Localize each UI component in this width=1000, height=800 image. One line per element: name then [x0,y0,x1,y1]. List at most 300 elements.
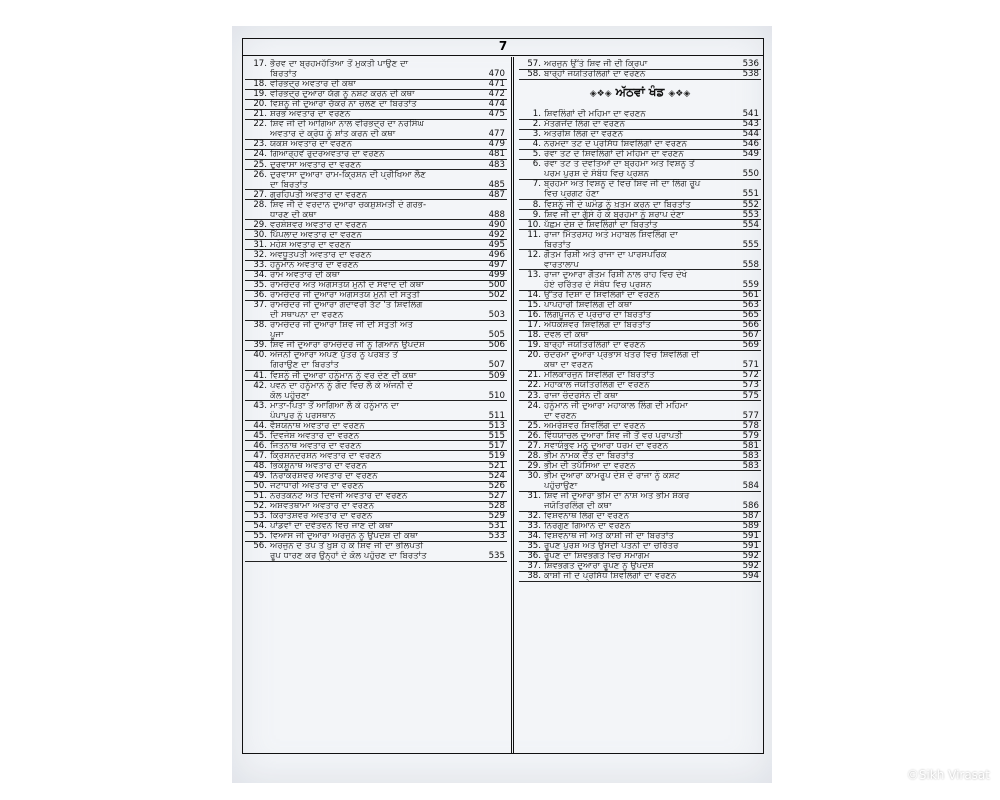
entry-page-number: 567 [742,330,759,341]
entry-number: 34. [527,531,541,542]
entry-number: 54. [253,521,267,532]
toc-entry [519,139,761,149]
entry-title: ਵੈਸ਼ਯਨਾਥ ਅਵਤਾਰ ਦਾ ਵਰਣਨ [270,420,365,431]
entry-page-number: 561 [742,290,759,300]
entry-page-number: 554 [742,219,759,230]
entry-title: ਰਾਮਚੰਦਰ ਅਤੇ ਅਗਸਤਯ ਮੁਨੀ ਦੇ ਸੰਵਾਦ ਦੀ ਕਥਾ [270,280,424,291]
entry-title: ਮਹਾਕਾਲ ਜਯੋਤਿਰਲਿੰਗ ਦਾ ਵਰਣਨ [544,380,650,391]
entry-title-continued: ਵਿਚ ਪ੍ਰਗਟ ਹੋਣਾ [544,189,600,200]
entry-number: 5. [532,149,541,160]
entry-page-number: 553 [742,209,759,220]
toc-entry [519,109,761,119]
entry-title: ਭੀਮ ਨਾਮਕ ਦੈਂਤ ਦਾ ਬਿਰਤਾਂਤ [544,450,635,461]
page-number: 7 [243,38,763,56]
entry-number: 24. [253,149,267,160]
entry-title-continued: ਵਾਰਤਾਲਾਪ [544,259,579,270]
entry-number: 15. [527,300,541,311]
toc-entry [245,99,507,109]
entry-number: 4. [532,139,541,150]
toc-entry [519,561,761,571]
toc-entry [245,340,507,350]
entry-page-number: 578 [742,420,759,431]
entry-title: ਭਿਕਸ਼ੂਨਾਥ ਅਵਤਾਰ ਦਾ ਵਰਣਨ [270,461,367,471]
toc-entry [245,461,507,471]
entry-title: ਭੈਰਵ ਦਾ ਬ੍ਰਹਮਹੱਤਿਆ ਤੋਂ ਮੁਕਤੀ ਪਾਉਣ ਦਾ [270,59,409,69]
watermark: ©Sikh Virasat [906,768,990,782]
entry-title: ਗ੍ਰਹਿਪਤੀ ਅਵਤਾਰ ਦਾ ਵਰਣਨ [270,189,368,200]
entry-page-number: 591 [742,541,759,552]
toc-entry [519,250,761,270]
toc-entry [519,491,761,511]
entry-number: 40. [253,350,267,361]
toc-entry [519,200,761,210]
toc-entry [519,461,761,471]
toc-entry [519,380,761,390]
entry-title: ਰਾਜਾ ਚੰਦਰਸੇਨ ਦੀ ਕਥਾ [544,390,618,401]
entry-number: 53. [253,511,267,522]
entry-page-number: 477 [488,129,505,140]
entry-page-number: 572 [742,370,759,381]
entry-page-number: 546 [742,139,759,150]
toc-entry [519,401,761,421]
entry-page-number: 575 [742,390,759,401]
entry-title: ਸ਼ਿਵ ਜੀ ਦੁਆਰਾ ਭੀਮ ਦਾ ਨਾਸ਼ ਅਤੇ ਭੀਮ ਸ਼ੰਕਰ [544,491,690,501]
entry-page-number: 551 [742,189,759,200]
entry-number: 20. [253,99,267,110]
entry-title: ਮਲਿਕਾਰਜੁਨ ਸ਼ਿਵਲਿੰਗ ਦਾ ਬਿਰਤਾਂਤ [544,370,655,381]
entry-title-continued: ਧਾਰਣ ਦੀ ਕਥਾ [270,209,317,220]
toc-entry [245,230,507,240]
toc-entry [519,330,761,340]
toc-entry [519,511,761,521]
entry-title: ਦੇਵਲ ਦੀ ਕਥਾ [544,330,589,341]
toc-entry [519,421,761,431]
entry-number: 49. [253,471,267,482]
toc-entry [519,391,761,401]
entry-number: 21. [527,370,541,381]
entry-page-number: 573 [742,380,759,391]
toc-entry [245,320,507,340]
entry-page-number: 470 [488,69,505,80]
entry-page-number: 485 [488,179,505,190]
entry-page-number: 531 [488,521,505,532]
entry-number: 12. [527,249,541,260]
entry-title: ਅੰਧਕੇਸ਼ਵਰ ਸ਼ਿਵਲਿੰਗ ਦਾ ਬਿਰਤਾਂਤ [544,320,651,331]
toc-entry [519,290,761,300]
entry-number: 47. [253,450,267,461]
entry-page-number: 569 [742,340,759,351]
entry-number: 19. [527,340,541,351]
toc-entry [245,350,507,370]
toc-entry [245,89,507,99]
toc-entry [519,159,761,179]
entry-number: 30. [253,229,267,240]
toc-entry [519,451,761,461]
entry-title: ਅਰਜੁਨ ਉੱਤੇ ਸ਼ਿਵ ਜੀ ਦੀ ਕ੍ਰਿਪਾ [544,59,648,69]
entry-number: 23. [253,139,267,150]
toc-entry [245,240,507,250]
entry-number: 2. [532,119,541,130]
entry-number: 55. [253,531,267,542]
entry-page-number: 503 [488,310,505,321]
entry-title: ਰਾਮ ਅਵਤਾਰ ਦੀ ਕਥਾ [270,270,340,281]
entry-title: ਨਰਤਕਨਟ ਅਤੇ ਦਿਵਜੀ ਅਵਤਾਰ ਦਾ ਵਰਣਨ [270,491,408,502]
toc-entry [245,270,507,280]
entry-title: ਪਾਪਹਾਰੀ ਸ਼ਿਵਲਿੰਗ ਦੀ ਕਥਾ [544,300,632,311]
book-page [232,26,772,783]
entry-page-number: 500 [488,280,505,291]
entry-number: 27. [253,189,267,200]
toc-entry [245,541,507,561]
entry-page-number: 519 [488,450,505,461]
entry-title: ਦਿਵਜੇਸ਼ ਅਵਤਾਰ ਦਾ ਵਰਣਨ [270,430,360,441]
toc-entry [245,139,507,149]
entry-title-continued: ਗਿਰਾਉਣ ਦਾ ਬਿਰਤਾਂਤ [270,360,339,371]
entry-page-number: 592 [742,561,759,572]
entry-page-number: 584 [742,480,759,491]
entry-title-continued: ਹੋਏ ਚਰਿੱਤਰ ਦੇ ਸੰਬੰਧ ਵਿਚ ਪ੍ਰਸ਼ਨ [544,279,652,290]
entry-title: ਰਾਮਚੰਦਰ ਜੀ ਦੁਆਰਾ ਅਗਸਤਯ ਮੁਨੀ ਦੀ ਸਤੁਤੀ [270,290,420,301]
toc-entry [245,79,507,89]
entry-number: 9. [532,209,541,220]
entry-page-number: 549 [742,149,759,160]
toc-entry [519,551,761,561]
entry-page-number: 511 [488,410,505,421]
entry-title: ਰੂਪਣ ਦਾ ਸ਼ਿਵਭਗਤ ਵਿਚ ਸਮਾਗਮ [544,551,650,562]
entry-title: ਅਵਧੂਤਪਤੀ ਅਵਤਾਰ ਦਾ ਵਰਣਨ [270,249,372,260]
entry-page-number: 499 [488,270,505,281]
entry-page-number: 479 [488,139,505,150]
toc-entry [519,310,761,320]
entry-page-number: 538 [742,69,759,80]
entry-title: ਜਟਾਧਾਰੀ ਅਵਤਾਰ ਦਾ ਵਰਣਨ [270,481,364,492]
entry-number: 24. [527,400,541,411]
toc-entry [245,190,507,200]
entry-page-number: 528 [488,501,505,512]
toc-entry [519,149,761,159]
entry-number: 18. [253,79,267,90]
entry-title-continued: ਕਥਾ ਦਾ ਵਰਣਨ [544,360,594,371]
toc-entry [245,501,507,511]
entry-title: ਵਿਸ਼ਨੂੰ ਜੀ ਦੇ ਘਮੰਡ ਨੂੰ ਖ਼ਤਮ ਕਰਨ ਦਾ ਬਿਰਤਾਂਤ [544,199,691,210]
entry-number: 46. [253,440,267,451]
entry-page-number: 583 [742,460,759,471]
entry-number: 50. [253,481,267,492]
entry-title: ਬਾਰ੍ਹਾਂ ਜਯੋਤਿਰਲਿੰਗਾਂ ਦਾ ਵਰਣਨ [544,69,646,80]
section-heading [519,85,761,101]
entry-page-number: 550 [742,169,759,180]
entry-title: ਕਾਸ਼ੀ ਜੀ ਦੇ ਪ੍ਰਸਿੱਧ ਸ਼ਿਵਲਿੰਗਾਂ ਦਾ ਵਰਣਨ [544,571,677,582]
entry-number: 28. [253,199,267,210]
entry-page-number: 543 [742,119,759,130]
entry-title: ਪਵਨ ਦਾ ਹਨੂੰਮਾਨ ਨੂੰ ਗੋਦ ਵਿਚ ਲੈ ਕੇ ਅੰਜਨੀ ਦੇ [270,380,413,391]
entry-number: 1. [532,109,541,120]
entry-number: 23. [527,390,541,401]
entry-number: 28. [527,450,541,461]
entry-title: ਕਿਰਾਤੇਸ਼ਵਰ ਅਵਤਾਰ ਦਾ ਵਰਣਨ [270,511,373,522]
entry-page-number: 527 [488,491,505,502]
toc-entry [245,531,507,541]
entry-number: 56. [253,541,267,552]
entry-number: 19. [253,89,267,100]
entry-title: ਹਨੂੰਮਾਨ ਅਵਤਾਰ ਦਾ ਵਰਣਨ [270,260,359,270]
toc-entry [519,471,761,491]
entry-number: 37. [253,300,267,311]
entry-page-number: 566 [742,320,759,331]
entry-number: 48. [253,461,267,471]
entry-number: 34. [253,270,267,281]
entry-page-number: 552 [742,199,759,210]
entry-page-number: 505 [488,330,505,341]
entry-number: 36. [253,290,267,301]
entry-title: ਭੀਮ ਦੀ ਤਪੱਸਿਆ ਦਾ ਵਰਣਨ [544,460,636,471]
entry-page-number: 592 [742,551,759,562]
entry-number: 30. [527,470,541,481]
entry-page-number: 521 [488,461,505,471]
entry-title: ਸਵਾਯੰਭੁਵ ਮਨੂ ਦੁਆਰਾ ਧਰਮ ਦਾ ਵਰਣਨ [544,440,669,451]
entry-page-number: 535 [488,551,505,562]
entry-number: 17. [527,320,541,331]
entry-title-continued: ਦਾ ਬਿਰਤਾਂਤ [270,179,308,190]
entry-title: ਵਿਸ਼ਨੂੰ ਜੀ ਦੁਆਰਾ ਚੱਕਰ ਨਾ ਚਲਣ ਦਾ ਬਿਰਤਾਂਤ [270,99,417,110]
toc-entry [245,431,507,441]
entry-number: 25. [527,420,541,431]
toc-entry [245,250,507,260]
entry-page-number: 544 [742,129,759,140]
entry-title: ਪੱਛਮ ਦੇਸ਼ ਦੇ ਸ਼ਿਵਲਿੰਗਾਂ ਦਾ ਬਿਰਤਾਂਤ [544,219,658,230]
entry-title: ਮਹੇਸ਼ ਅਵਤਾਰ ਦਾ ਵਰਣਨ [270,239,351,250]
entry-page-number: 591 [742,531,759,542]
entry-number: 29. [527,460,541,471]
entry-number: 11. [527,229,541,240]
entry-number: 6. [532,159,541,170]
entry-number: 18. [527,330,541,341]
row-separator [519,581,761,582]
entry-title: ਨਿਰਾਕਰੇਸ਼ਵਰ ਅਵਤਾਰ ਦਾ ਵਰਣਨ [270,471,378,482]
entry-number: 32. [253,249,267,260]
entry-title-continued: ਪਰਮ ਪੁਰਸ਼ ਦੇ ਸੰਬੰਧ ਵਿਚ ਪ੍ਰਸ਼ਨ [544,169,649,180]
toc-entry [519,230,761,250]
toc-entry [245,260,507,270]
entry-page-number: 571 [742,360,759,371]
entry-page-number: 577 [742,410,759,421]
toc-entry [245,220,507,230]
toc-entry [245,401,507,421]
entry-title: ਸ਼ਿਵ ਜੀ ਦੀ ਆਗਿਆ ਨਾਲ ਵੀਰਭਦ੍ਰ ਦਾ ਨਰਸਿੰਘ [270,119,424,130]
toc-entry [519,431,761,441]
toc-entry [519,340,761,350]
toc-entry [519,69,761,79]
entry-page-number: 502 [488,290,505,301]
entry-page-number: 483 [488,159,505,170]
toc-entry [245,381,507,401]
entry-number: 38. [527,571,541,582]
entry-number: 35. [527,541,541,552]
entry-title: ਲਿੰਗਪੂਜਨ ਦੇ ਪ੍ਰਚਾਰ ਦਾ ਬਿਰਤਾਂਤ [544,310,652,321]
entry-page-number: 524 [488,471,505,482]
entry-page-number: 555 [742,239,759,250]
entry-title: ਅਰਜੁਨ ਦੇ ਤਪ ਤੋਂ ਖ਼ੁਸ਼ ਹੋ ਕੇ ਸ਼ਿਵ ਜੀ ਦਾ ਭੀਲਪਤੀ [270,541,424,552]
entry-title: ਰੇਵਾ ਤਟ ਤੇ ਦੇਵਤਿਆਂ ਦਾ ਬ੍ਰਹਮਾ ਅਤੇ ਵਿਸ਼ਨੂੰ ਤੋਂ [544,159,695,170]
entry-number: 33. [527,521,541,532]
entry-title: ਚੰਦਰਮਾ ਦੁਆਰਾ ਪ੍ਰਭਾਸ ਖੇਤਰ ਵਿਚ ਸ਼ਿਵਲਿੰਗ ਦੀ [544,350,700,361]
entry-number: 13. [527,269,541,280]
toc-entry [519,220,761,230]
toc-entry [245,59,507,79]
toc-entry [245,109,507,119]
entry-number: 10. [527,219,541,230]
entry-title: ਸ਼ਿਵ ਜੀ ਦੁਆਰਾ ਰਾਮਚੰਦਰ ਜੀ ਨੂੰ ਗਿਆਨ ਉਪਦੇਸ਼ [270,340,425,351]
entry-title: ਵੀਰਭਦ੍ਰ ਅਵਤਾਰ ਦੀ ਕਥਾ [270,79,356,90]
entry-title: ਉੱਤਰ ਦਿਸ਼ਾ ਦੇ ਸ਼ਿਵਲਿੰਗਾਂ ਦਾ ਵਰਣਨ [544,290,660,300]
entry-title: ਗਿਆਰ੍ਹਵੇਂ ਰੁਦਰਅਵਤਾਰ ਦਾ ਵਰਣਨ [270,149,385,160]
entry-page-number: 495 [488,239,505,250]
entry-page-number: 558 [742,259,759,270]
toc-entry [245,471,507,481]
entry-title-continued: ਅਵਤਾਰ ਦੇ ਕ੍ਰੋਧ ਨੂੰ ਸ਼ਾਂਤ ਕਰਨ ਦੀ ਕਥਾ [270,129,396,140]
entry-number: 22. [527,380,541,391]
entry-page-number: 529 [488,511,505,522]
entry-page-number: 541 [742,109,759,120]
entry-page-number: 517 [488,440,505,451]
entry-title: ਸ਼ਿਵਭਗਤ ਦੁਆਰਾ ਰੂਪਣ ਨੂੰ ਉਪਦੇਸ਼ [544,561,654,572]
toc-entry [519,179,761,199]
entry-page-number: 506 [488,340,505,351]
entry-number: 57. [527,59,541,69]
entry-page-number: 509 [488,370,505,381]
entry-title-continued: ਪੰਪਾਪੁਰ ਨੂੰ ਪ੍ਰਸਥਾਨ [270,410,336,421]
entry-page-number: 490 [488,219,505,230]
entry-title: ਵੀਰਭਦ੍ਰ ਦੁਆਰਾ ਯੱਗ ਨੂੰ ਨਸ਼ਟ ਕਰਨ ਦੀ ਕਥਾ [270,89,415,100]
entry-number: 27. [527,440,541,451]
toc-entry [245,170,507,190]
toc-entry [245,371,507,381]
entry-page-number: 533 [488,531,505,542]
entry-title-continued: ਪਹੁੰਚਾਉਣਾ [544,480,578,491]
entry-page-number: 487 [488,189,505,200]
entry-number: 17. [253,59,267,69]
ornament-right-icon: ◈❖◈ [668,89,691,100]
entry-page-number: 563 [742,300,759,311]
entry-page-number: 496 [488,249,505,260]
toc-entry [519,441,761,451]
section-heading-text: ਅੱਠਵਾਂ ਖੰਡ [615,85,665,100]
entry-page-number: 579 [742,430,759,441]
toc-entry [519,59,761,69]
entry-number: 41. [253,370,267,381]
entry-page-number: 471 [488,79,505,90]
entry-number: 45. [253,430,267,441]
toc-entry [245,441,507,451]
entry-title-continued: ਬਿਰਤਾਂਤ [544,239,571,250]
toc-entry [245,119,507,139]
entry-number: 38. [253,320,267,331]
entry-number: 33. [253,260,267,270]
ornament-left-icon: ◈❖◈ [589,89,612,100]
entry-number: 14. [527,290,541,300]
entry-number: 29. [253,219,267,230]
entry-title: ਅਤਰੀਸ਼ ਲਿੰਗ ਦਾ ਵਰਣਨ [544,129,624,140]
row-separator [519,79,761,80]
entry-number: 26. [253,169,267,180]
toc-entry [519,350,761,370]
toc-entry [245,521,507,531]
entry-number: 37. [527,561,541,572]
entry-number: 31. [527,491,541,501]
toc-entry [245,160,507,170]
entry-number: 51. [253,491,267,502]
entry-title: ਦੁਰਵਾਸਾ ਦੁਆਰਾ ਰਾਮ-ਕ੍ਰਿਸ਼ਨ ਦੀ ਪ੍ਰੀਖਿਆ ਲੈਣ [270,169,426,180]
entry-title: ਅੰਜਨੀ ਦੁਆਰਾ ਅਪਣੇ ਪੁੱਤਰ ਨੂੰ ਪਰਬਤ ਤੋਂ [270,350,398,361]
entry-title: ਰਾਜਾ ਦੁਆਰਾ ਗੌਤਮ ਰਿਸ਼ੀ ਨਾਲ ਰਾਹ ਵਿਚ ਦੇਖੇ [544,269,688,280]
entry-number: 36. [527,551,541,562]
toc-entry [245,491,507,501]
toc-entry [519,129,761,139]
row-separator [245,561,507,562]
entry-title: ਹਨੂੰਮਾਨ ਜੀ ਦੁਆਰਾ ਮਹਾਕਾਲ ਲਿੰਗ ਦੀ ਮਹਿਮਾ [544,400,688,411]
entry-title: ਬ੍ਰਹਮਾ ਅਤੇ ਵਿਸ਼ਨੂੰ ਦੇ ਵਿਚ ਸ਼ਿਵ ਜੀ ਦਾ ਲਿੰਗ ਰੂਪ [544,179,701,190]
toc-entry [519,300,761,310]
entry-page-number: 536 [742,59,759,69]
entry-number: 52. [253,501,267,512]
entry-page-number: 474 [488,99,505,110]
entry-page-number: 515 [488,430,505,441]
entry-title: ਯਕਸ਼ ਅਵਤਾਰ ਦਾ ਵਰਣਨ [270,139,352,150]
entry-page-number: 594 [742,571,759,582]
entry-number: 21. [253,109,267,120]
entry-title: ਰੂਪਣ ਪੁਰਸ਼ ਅਤੇ ਉਸਦੀ ਪਤਨੀ ਦਾ ਚਰਿੱਤਰ [544,541,679,552]
entry-page-number: 587 [742,511,759,522]
toc-entry [519,210,761,220]
entry-title: ਵਿਸ਼ਵਨਾਥ ਲਿੰਗ ਦਾ ਵਰਣਨ [544,511,630,522]
entry-page-number: 475 [488,109,505,120]
entry-number: 31. [253,239,267,250]
entry-page-number: 497 [488,260,505,270]
entry-page-number: 507 [488,360,505,371]
entry-title: ਰੇਵਾ ਤਟ ਦੇ ਸ਼ਿਵਲਿੰਗਾਂ ਦੀ ਮਹਿਮਾ ਦਾ ਵਰਣਨ [544,149,684,160]
entry-number: 3. [532,129,541,140]
entry-title-continued: ਜਯੋਤਿਰਲਿੰਗ ਦੀ ਕਥਾ [544,501,612,511]
entry-number: 58. [527,69,541,80]
entry-title: ਸ਼ਿਵ ਜੀ ਦਾ ਗੁੱਸੇ ਹੋ ਕੇ ਬ੍ਰਹਮਾ ਨੂੰ ਸ਼ਰਾਪ ਦੇਣਾ [544,209,685,220]
entry-page-number: 472 [488,89,505,100]
entry-title: ਕ੍ਰਿਸ਼ਨਦਰਸ਼ਨ ਅਵਤਾਰ ਦਾ ਵਰਣਨ [270,450,382,461]
entry-title-continued: ਪੂਜਾ [270,330,284,341]
entry-title: ਰਾਮਚੰਦਰ ਜੀ ਦੁਆਰਾ ਸ਼ਿਵ ਜੀ ਦੀ ਸਤੁਤੀ ਅਤੇ [270,320,413,331]
entry-number: 43. [253,400,267,411]
entry-number: 32. [527,511,541,522]
column-divider [511,57,514,753]
entry-title: ਮਾਤਾ-ਪਿਤਾ ਤੋਂ ਆਗਿਆ ਲੈ ਕੇ ਹਨੂੰਮਾਨ ਦਾ [270,400,399,411]
toc-entry [245,481,507,491]
entry-title: ਬਾਰ੍ਹਾਂ ਜਯੋਤਿਰਲਿੰਗਾਂ ਦਾ ਵਰਣਨ [544,340,646,351]
toc-entry [519,571,761,581]
entry-title-continued: ਦੀ ਸਥਾਪਨਾ ਦਾ ਵਰਣਨ [270,310,344,321]
entry-page-number: 589 [742,521,759,532]
entry-title: ਨਰਮਦਾ ਤਟ ਦੇ ਪ੍ਰਸਿੱਧ ਸ਼ਿਵਲਿੰਗਾਂ ਦਾ ਵਰਣਨ [544,139,688,150]
entry-page-number: 565 [742,310,759,321]
entry-page-number: 581 [742,440,759,451]
entry-title: ਪਾਂਡਵਾਂ ਦਾ ਦਵੈਤਵਨ ਵਿਚ ਜਾਣ ਦੀ ਕਥਾ [270,521,393,532]
entry-page-number: 526 [488,481,505,492]
entry-page-number: 492 [488,229,505,240]
entry-page-number: 586 [742,501,759,512]
entry-title: ਜਿਤਨਾਥ ਅਵਤਾਰ ਦਾ ਵਰਣਨ [270,440,362,451]
toc-entry [245,511,507,521]
entry-title: ਵਿਸ਼ਵਨਾਥ ਜੀ ਅਤੇ ਕਾਸ਼ੀ ਜੀ ਦਾ ਬਿਰਤਾਂਤ [544,531,674,542]
entry-title: ਵਰਸ਼ੇਸ਼ਵਰ ਅਵਤਾਰ ਦਾ ਵਰਣਨ [270,219,367,230]
entry-page-number: 481 [488,149,505,160]
